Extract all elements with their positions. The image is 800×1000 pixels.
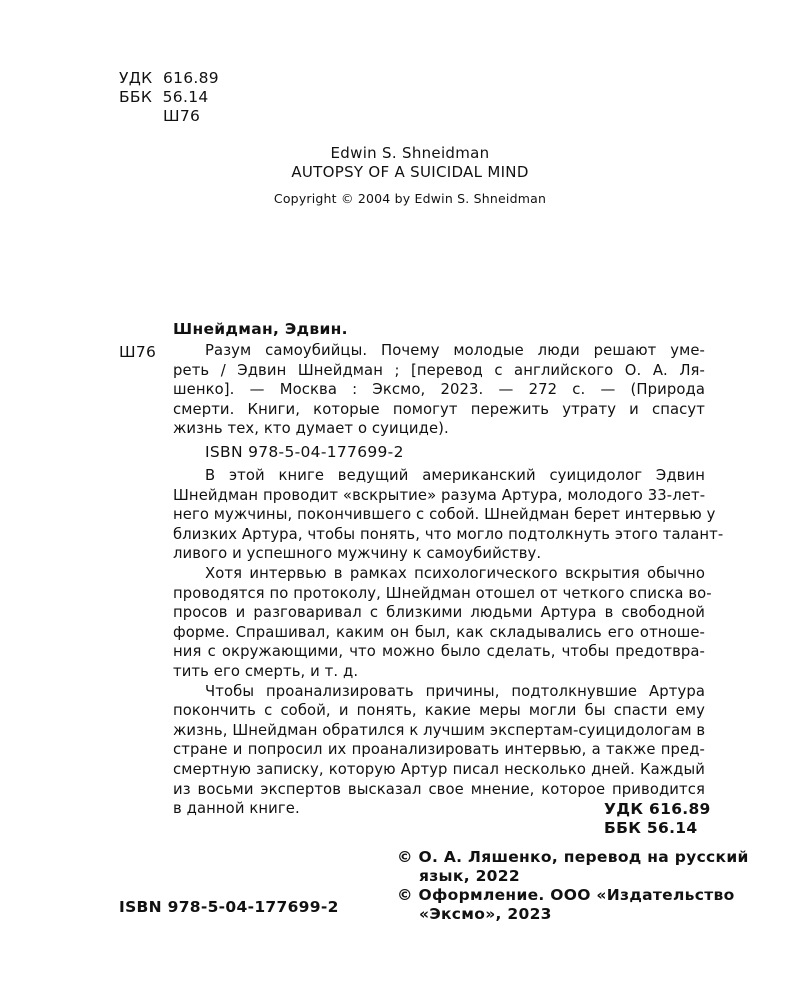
- bbk-line: ББК 56.14: [119, 88, 209, 106]
- annotation-line: из восьми экспертов высказал свое мнение, которое приводится: [173, 780, 705, 798]
- copyright-translation: © О. А. Ляшенко, перевод на русский: [397, 848, 749, 866]
- annotation-line: просов и разговаривал с близкими людьми Артура в свободной: [173, 604, 705, 622]
- classification-block: [119, 69, 219, 126]
- original-copyright: Copyright © 2004 by Edwin S. Shneidman: [273, 191, 547, 206]
- annotation-line: него мужчины, покончившего с собой. Шнейдман берет интервью у: [173, 506, 716, 524]
- annotation-line: ливого и успешного мужчину к самоубийству.: [173, 545, 542, 563]
- original-author: Edwin S. Shneidman: [330, 144, 490, 162]
- copyright-design-cont: «Эксмо», 2023: [419, 905, 552, 923]
- biblio-line: смерти. Книги, которые помогут пережить утрату и спасут: [173, 400, 705, 418]
- annotation: [173, 466, 724, 819]
- isbn-record: ISBN 978-5-04-177699-2: [205, 443, 404, 461]
- biblio-line: шенко]. — Москва : Эксмо, 2023. — 272 с. — (Природа: [173, 381, 705, 399]
- annotation-line: тить его смерть, и т. д.: [173, 662, 359, 680]
- annotation-line: стране и попросил их проанализировать интервью, а также пред-: [173, 741, 705, 759]
- annotation-line: В этой книге ведущий американский суицидолог Эдвин: [205, 467, 705, 484]
- annotation-line: смертную записку, которую Артур писал несколько дней. Каждый: [173, 760, 705, 778]
- bbk-bottom: ББК 56.14: [604, 819, 698, 837]
- copyright-design: © Оформление. ООО «Издательство: [397, 886, 735, 904]
- annotation-line: Хотя интервью в рамках психологического вскрытия обычно: [205, 564, 705, 582]
- annotation-line: Чтобы проанализировать причины, подтолкнувшие Артура: [205, 682, 705, 700]
- biblio-line: реть / Эдвин Шнейдман ; [перевод с английского О. А. Ля-: [173, 361, 705, 379]
- biblio-line: Разум самоубийцы. Почему молодые люди решают уме-: [205, 342, 705, 359]
- author-heading: Шнейдман, Эдвин.: [173, 320, 348, 338]
- original-title: AUTOPSY OF A SUICIDAL MIND: [291, 163, 529, 181]
- annotation-line: проводятся по протоколу, Шнейдман отошел от четкого списка во-: [173, 584, 712, 602]
- annotation-line: жизнь, Шнейдман обратился к лучшим экспертам-суицидологам в: [173, 721, 706, 739]
- classification-bottom: [604, 800, 711, 838]
- udk-bottom: УДК 616.89: [604, 800, 711, 818]
- annotation-line: близких Артура, чтобы понять, что могло подтолкнуть этого талант-: [173, 525, 724, 543]
- udk-line: УДК 616.89: [119, 69, 219, 87]
- annotation-line: ния с окружающими, что можно было сделать, чтобы предотвра-: [173, 643, 705, 661]
- annotation-line: покончить с собой, и понять, какие меры могли бы спасти ему: [173, 702, 705, 720]
- copyright-notices: [397, 848, 749, 924]
- bibliographic-description: [173, 341, 705, 439]
- copyright-translation-cont: язык, 2022: [419, 867, 520, 885]
- isbn-bottom: ISBN 978-5-04-177699-2: [119, 898, 339, 916]
- author-mark: Ш76: [163, 107, 201, 125]
- annotation-line: в данной книге.: [173, 800, 300, 818]
- annotation-line: Шнейдман проводит «вскрытие» разума Артура, молодого 33-лет-: [173, 486, 706, 504]
- author-mark-left: Ш76: [119, 343, 157, 361]
- biblio-line: жизнь тех, кто думает о суициде).: [173, 420, 449, 438]
- annotation-line: форме. Спрашивал, каким он был, как складывались его отноше-: [173, 623, 705, 641]
